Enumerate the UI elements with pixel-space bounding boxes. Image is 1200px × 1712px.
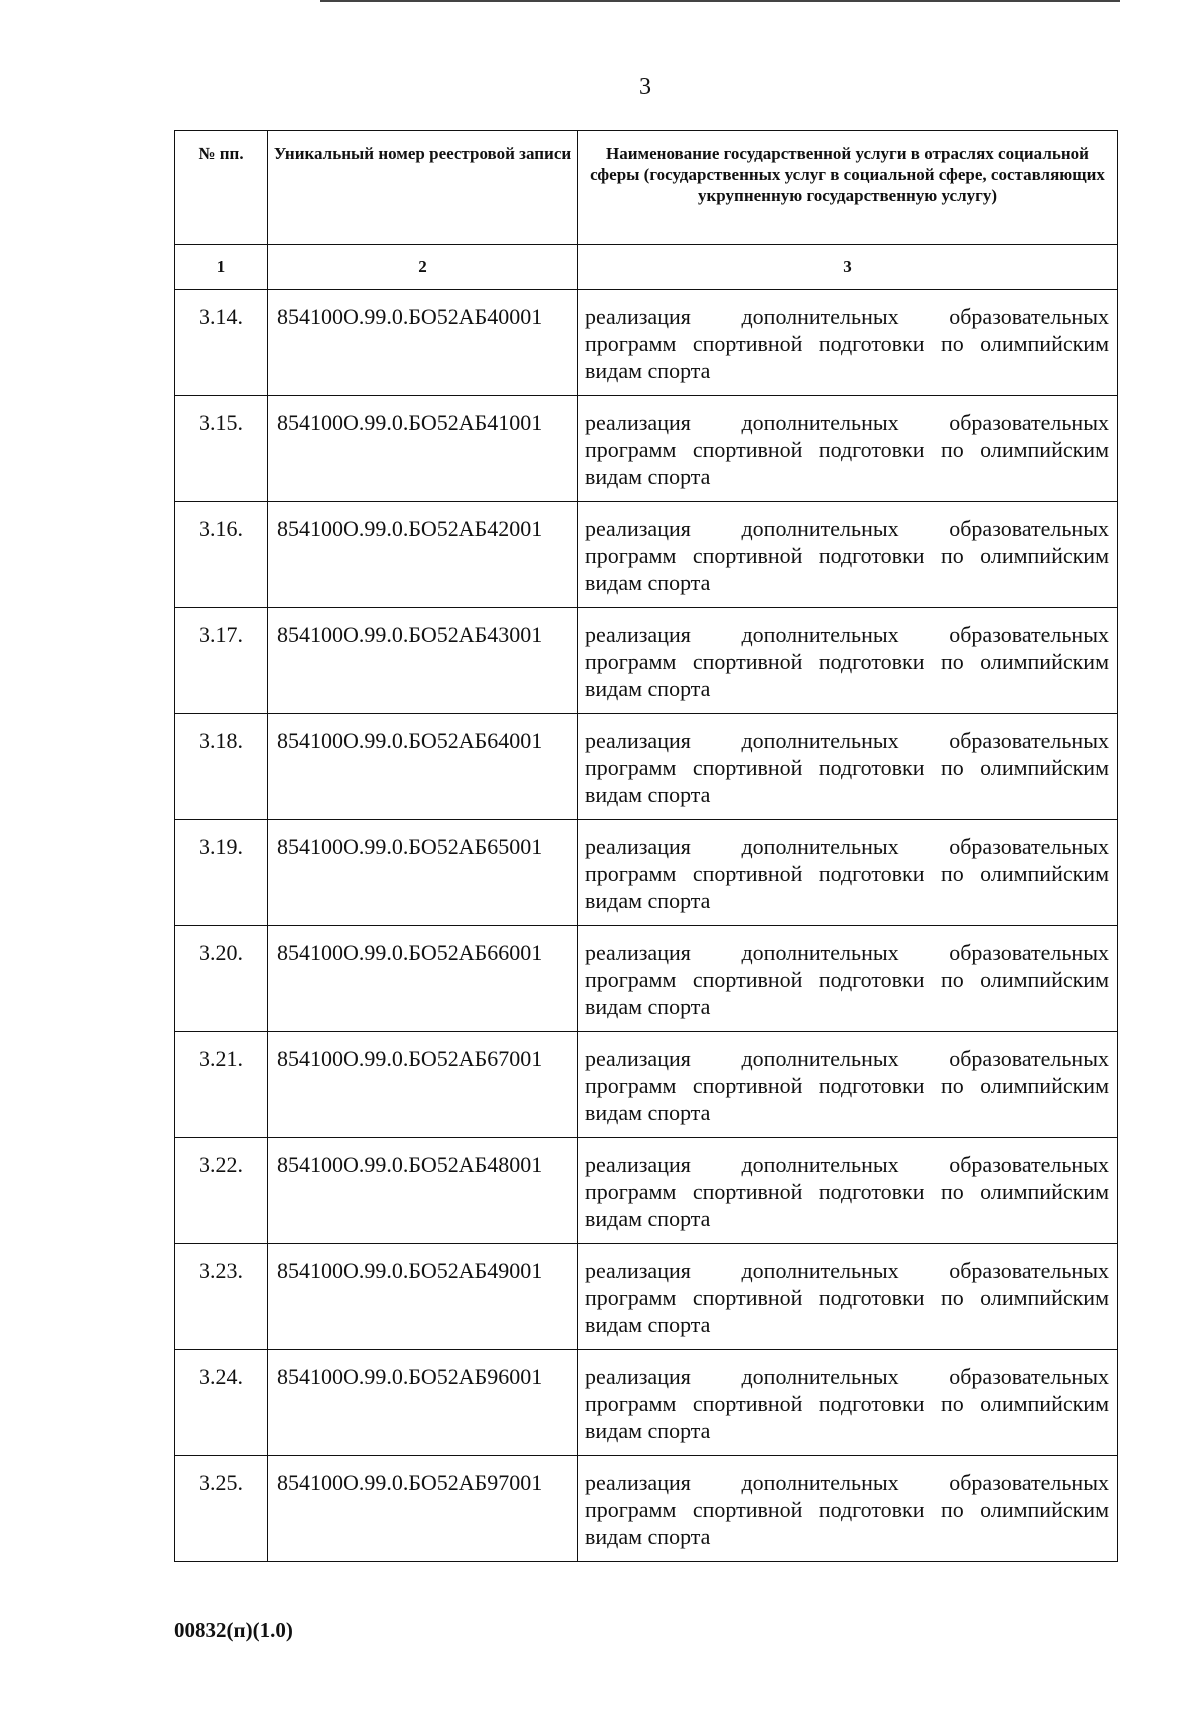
table-row <box>175 1138 1118 1244</box>
table-header-row <box>175 131 1118 245</box>
row-number: 3.19. <box>175 820 268 926</box>
service-name: реализация дополнительных образовательных программ спортивной подготовки по олимпийским видам спорта <box>578 820 1118 926</box>
row-number: 3.17. <box>175 608 268 714</box>
row-number: 3.24. <box>175 1350 268 1456</box>
row-number: 3.15. <box>175 396 268 502</box>
row-number: 3.16. <box>175 502 268 608</box>
service-name: реализация дополнительных образовательных программ спортивной подготовки по олимпийским видам спорта <box>578 1244 1118 1350</box>
column-number: 3 <box>578 245 1118 290</box>
page-number: 3 <box>639 74 651 100</box>
service-name: реализация дополнительных образовательных программ спортивной подготовки по олимпийским видам спорта <box>578 1032 1118 1138</box>
row-number: 3.23. <box>175 1244 268 1350</box>
registry-code: 854100О.99.0.БО52АБ40001 <box>268 290 578 396</box>
registry-code: 854100О.99.0.БО52АБ67001 <box>268 1032 578 1138</box>
column-number-row <box>175 245 1118 290</box>
registry-code: 854100О.99.0.БО52АБ41001 <box>268 396 578 502</box>
table-row <box>175 820 1118 926</box>
table-row <box>175 926 1118 1032</box>
registry-code: 854100О.99.0.БО52АБ49001 <box>268 1244 578 1350</box>
table-row <box>175 1244 1118 1350</box>
table-row <box>175 290 1118 396</box>
table-row <box>175 1350 1118 1456</box>
service-name: реализация дополнительных образовательных программ спортивной подготовки по олимпийским видам спорта <box>578 1138 1118 1244</box>
table-row <box>175 396 1118 502</box>
registry-code: 854100О.99.0.БО52АБ97001 <box>268 1456 578 1562</box>
registry-code: 854100О.99.0.БО52АБ43001 <box>268 608 578 714</box>
row-number: 3.20. <box>175 926 268 1032</box>
header-service-name: Наименование государственной услуги в отраслях социальной сферы (государственных услуг в социальной сфере, составляющих укрупненную государственную услугу) <box>578 131 1118 245</box>
registry-code: 854100О.99.0.БО52АБ96001 <box>268 1350 578 1456</box>
registry-table <box>174 130 1118 1562</box>
header-registry-code: Уникальный номер реестровой записи <box>268 131 578 245</box>
document-code: 00832(п)(1.0) <box>174 1618 293 1642</box>
service-name: реализация дополнительных образовательных программ спортивной подготовки по олимпийским видам спорта <box>578 502 1118 608</box>
row-number: 3.25. <box>175 1456 268 1562</box>
row-number: 3.18. <box>175 714 268 820</box>
service-name: реализация дополнительных образовательных программ спортивной подготовки по олимпийским видам спорта <box>578 926 1118 1032</box>
service-name: реализация дополнительных образовательных программ спортивной подготовки по олимпийским видам спорта <box>578 1350 1118 1456</box>
registry-code: 854100О.99.0.БО52АБ65001 <box>268 820 578 926</box>
table-row <box>175 1032 1118 1138</box>
service-name: реализация дополнительных образовательных программ спортивной подготовки по олимпийским видам спорта <box>578 1456 1118 1562</box>
table-row <box>175 502 1118 608</box>
registry-code: 854100О.99.0.БО52АБ66001 <box>268 926 578 1032</box>
row-number: 3.14. <box>175 290 268 396</box>
table-body <box>175 290 1118 1562</box>
row-number: 3.21. <box>175 1032 268 1138</box>
column-number: 2 <box>268 245 578 290</box>
service-name: реализация дополнительных образовательных программ спортивной подготовки по олимпийским видам спорта <box>578 714 1118 820</box>
top-border-line <box>320 0 1120 2</box>
table-row <box>175 1456 1118 1562</box>
header-number: № пп. <box>175 131 268 245</box>
registry-code: 854100О.99.0.БО52АБ64001 <box>268 714 578 820</box>
registry-code: 854100О.99.0.БО52АБ48001 <box>268 1138 578 1244</box>
column-number: 1 <box>175 245 268 290</box>
table-row <box>175 608 1118 714</box>
service-name: реализация дополнительных образовательных программ спортивной подготовки по олимпийским видам спорта <box>578 290 1118 396</box>
registry-code: 854100О.99.0.БО52АБ42001 <box>268 502 578 608</box>
row-number: 3.22. <box>175 1138 268 1244</box>
service-name: реализация дополнительных образовательных программ спортивной подготовки по олимпийским видам спорта <box>578 608 1118 714</box>
service-name: реализация дополнительных образовательных программ спортивной подготовки по олимпийским видам спорта <box>578 396 1118 502</box>
table-row <box>175 714 1118 820</box>
